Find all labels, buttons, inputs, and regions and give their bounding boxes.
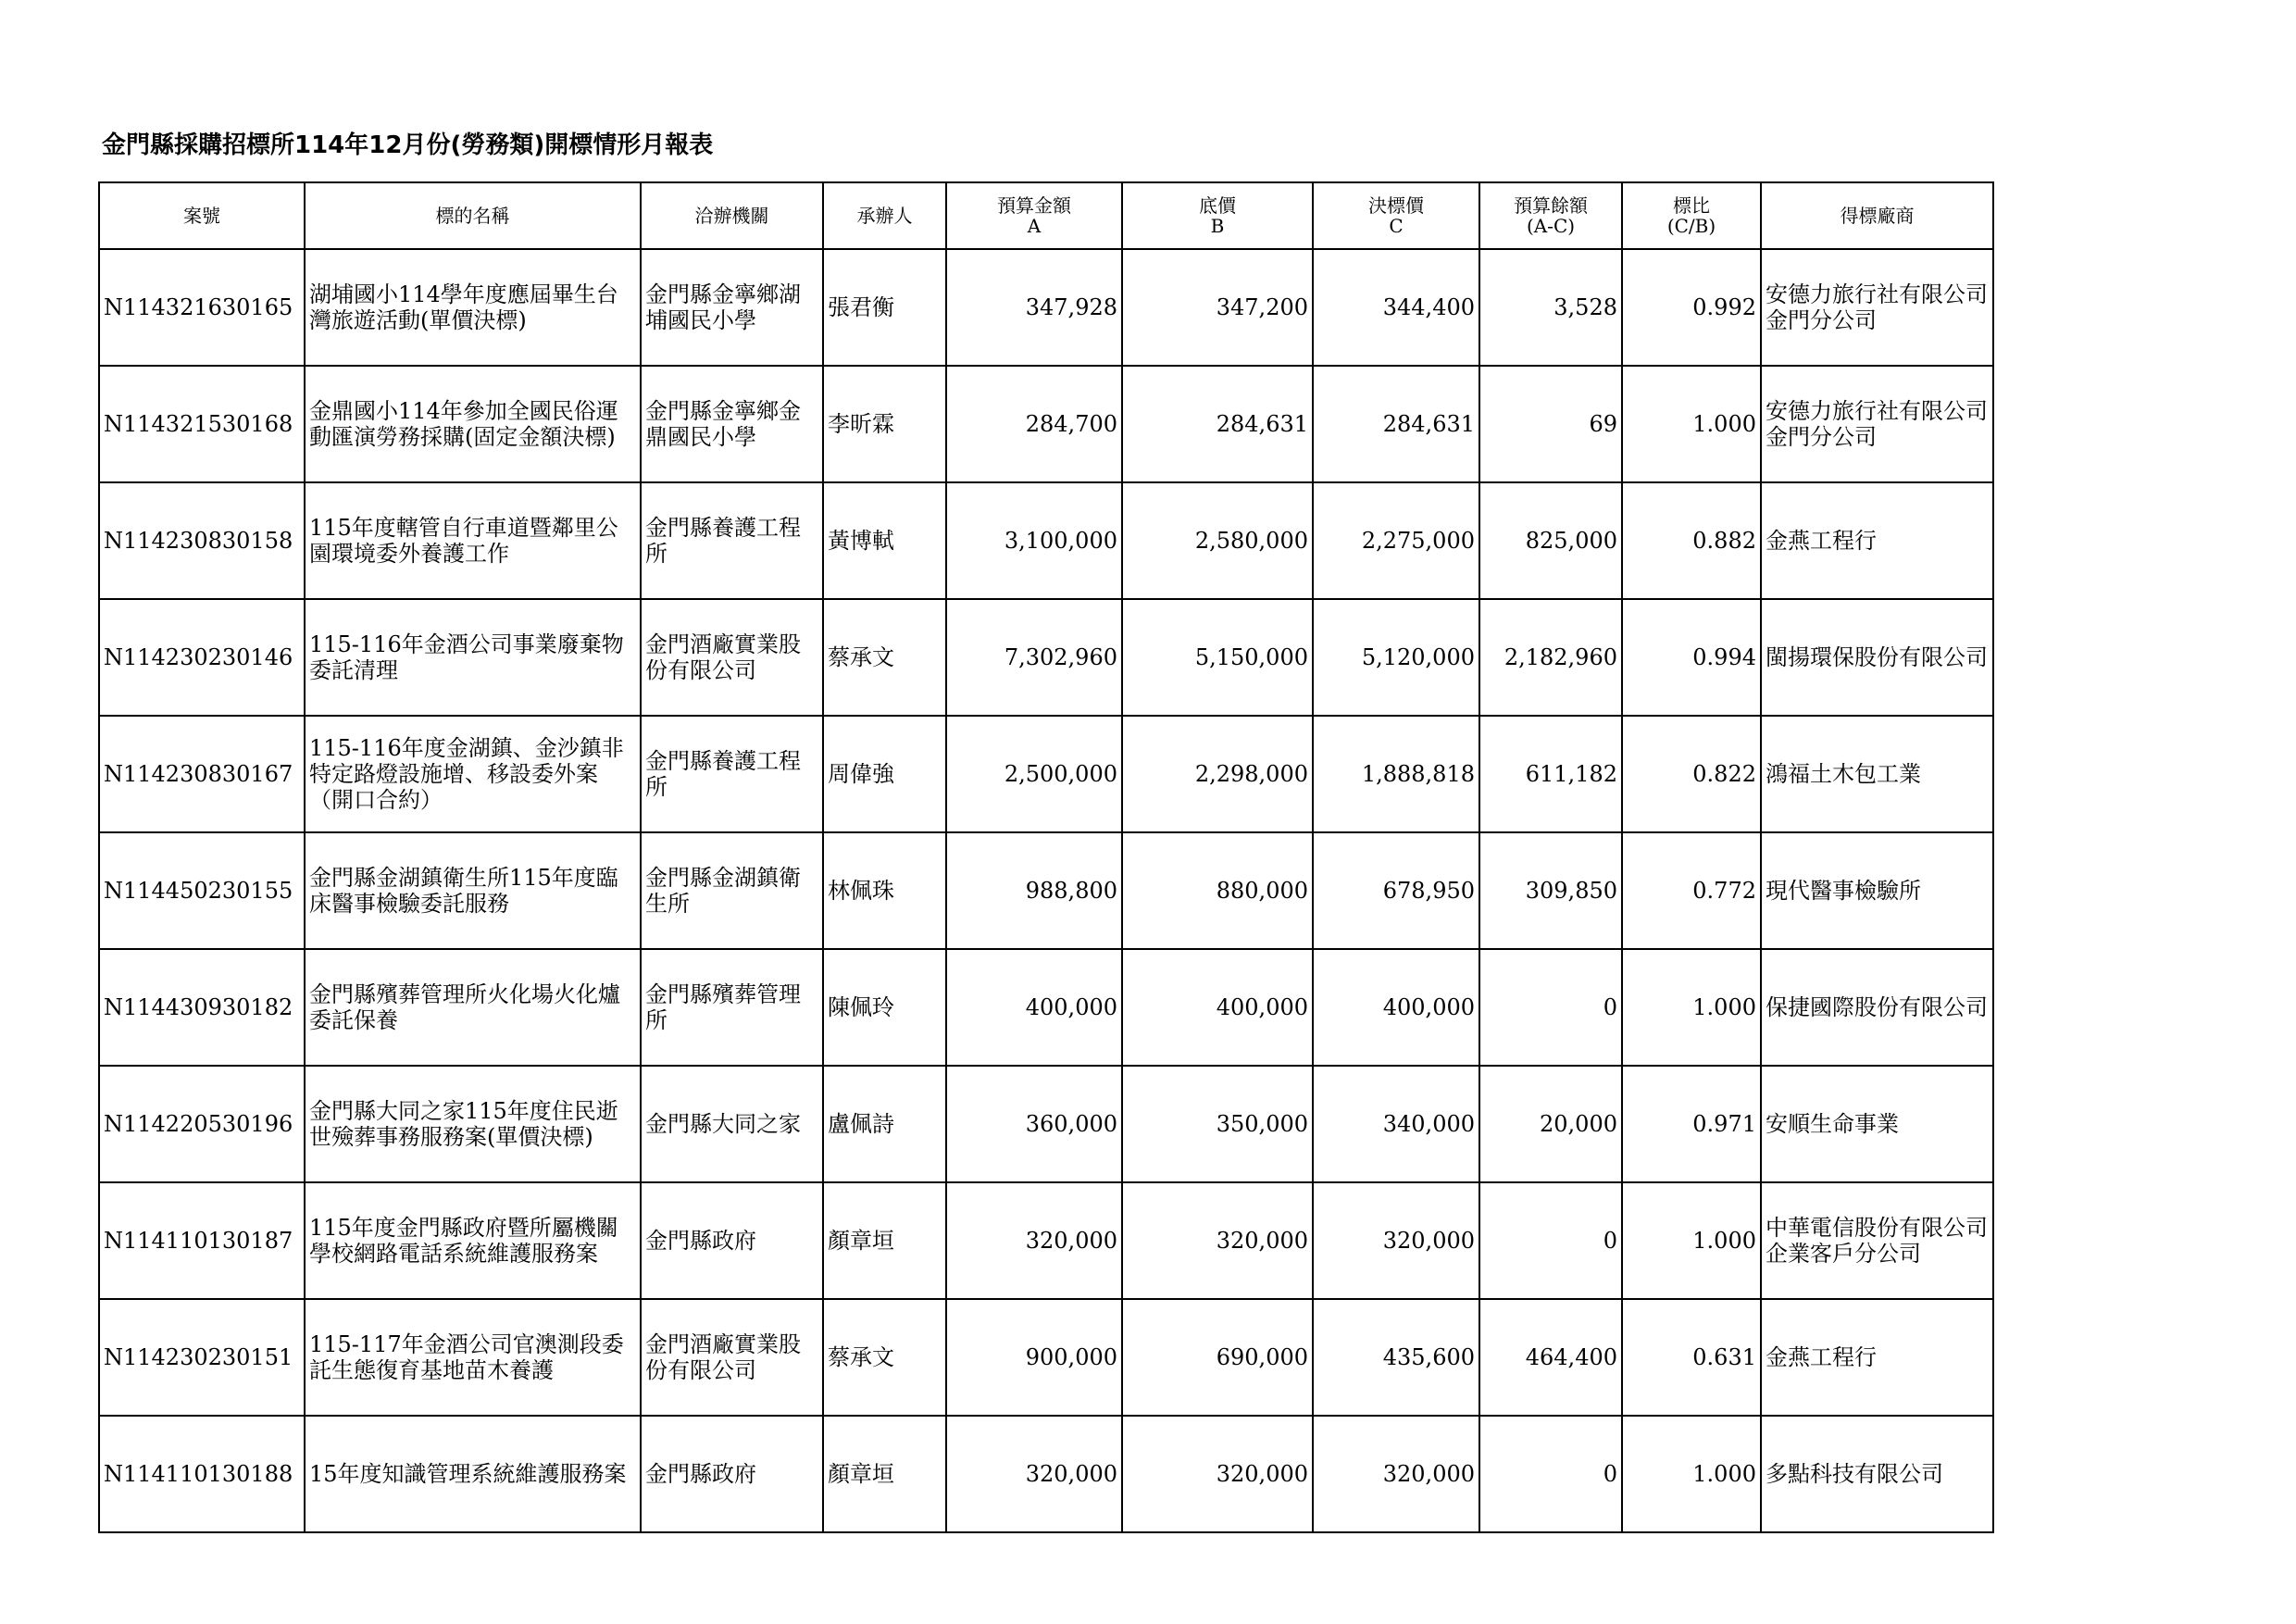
- ratio-cell: 0.992: [1622, 249, 1761, 366]
- budget-cell: 347,928: [946, 249, 1122, 366]
- base-price-cell: 690,000: [1122, 1299, 1313, 1416]
- ratio-cell: 0.971: [1622, 1066, 1761, 1182]
- subject-cell: 金門縣殯葬管理所火化場火化爐委託保養: [305, 949, 641, 1066]
- vendor-cell: 安順生命事業: [1761, 1066, 1993, 1182]
- vendor-cell: 保捷國際股份有限公司: [1761, 949, 1993, 1066]
- agency-cell: 金門縣養護工程所: [641, 482, 823, 599]
- ratio-cell: 0.631: [1622, 1299, 1761, 1416]
- case-number-cell: N114110130188: [99, 1416, 305, 1532]
- subject-cell: 15年度知識管理系統維護服務案: [305, 1416, 641, 1532]
- handler-cell: 顏章垣: [823, 1416, 946, 1532]
- vendor-cell: 金燕工程行: [1761, 482, 1993, 599]
- budget-cell: 2,500,000: [946, 716, 1122, 832]
- base-price-cell: 284,631: [1122, 366, 1313, 482]
- budget-cell: 400,000: [946, 949, 1122, 1066]
- subject-cell: 115年度金門縣政府暨所屬機關學校網路電話系統維護服務案: [305, 1182, 641, 1299]
- ratio-cell: 0.882: [1622, 482, 1761, 599]
- agency-cell: 金門縣政府: [641, 1182, 823, 1299]
- handler-cell: 蔡承文: [823, 1299, 946, 1416]
- table-row: [99, 1416, 1993, 1532]
- base-price-cell: 2,580,000: [1122, 482, 1313, 599]
- header-award-price: 決標價 C: [1313, 182, 1479, 249]
- award-price-cell: 344,400: [1313, 249, 1479, 366]
- remaining-budget-cell: 3,528: [1479, 249, 1622, 366]
- award-price-cell: 284,631: [1313, 366, 1479, 482]
- remaining-budget-cell: 69: [1479, 366, 1622, 482]
- agency-cell: 金門縣養護工程所: [641, 716, 823, 832]
- remaining-budget-cell: 825,000: [1479, 482, 1622, 599]
- remaining-budget-cell: 464,400: [1479, 1299, 1622, 1416]
- remaining-budget-cell: 0: [1479, 949, 1622, 1066]
- base-price-cell: 880,000: [1122, 832, 1313, 949]
- remaining-budget-cell: 611,182: [1479, 716, 1622, 832]
- award-price-cell: 320,000: [1313, 1182, 1479, 1299]
- vendor-cell: 閩揚環保股份有限公司: [1761, 599, 1993, 716]
- ratio-cell: 1.000: [1622, 366, 1761, 482]
- budget-cell: 988,800: [946, 832, 1122, 949]
- vendor-cell: 金燕工程行: [1761, 1299, 1993, 1416]
- award-price-cell: 340,000: [1313, 1066, 1479, 1182]
- case-number-cell: N114430930182: [99, 949, 305, 1066]
- table-row: [99, 832, 1993, 949]
- header-handler: 承辦人: [823, 182, 946, 249]
- base-price-cell: 2,298,000: [1122, 716, 1313, 832]
- agency-cell: 金門縣金寧鄉金鼎國民小學: [641, 366, 823, 482]
- table-header-row: [99, 182, 1993, 249]
- table-row: [99, 599, 1993, 716]
- ratio-cell: 0.772: [1622, 832, 1761, 949]
- agency-cell: 金門酒廠實業股份有限公司: [641, 599, 823, 716]
- budget-cell: 900,000: [946, 1299, 1122, 1416]
- remaining-budget-cell: 20,000: [1479, 1066, 1622, 1182]
- remaining-budget-cell: 0: [1479, 1416, 1622, 1532]
- report-title: 金門縣採購招標所114年12月份(勞務類)開標情形月報表: [102, 131, 714, 159]
- budget-cell: 320,000: [946, 1182, 1122, 1299]
- table-row: [99, 366, 1993, 482]
- award-price-cell: 1,888,818: [1313, 716, 1479, 832]
- award-price-cell: 2,275,000: [1313, 482, 1479, 599]
- ratio-cell: 0.822: [1622, 716, 1761, 832]
- vendor-cell: 現代醫事檢驗所: [1761, 832, 1993, 949]
- case-number-cell: N114230230146: [99, 599, 305, 716]
- vendor-cell: 多點科技有限公司: [1761, 1416, 1993, 1532]
- agency-cell: 金門縣大同之家: [641, 1066, 823, 1182]
- table-row: [99, 1299, 1993, 1416]
- base-price-cell: 400,000: [1122, 949, 1313, 1066]
- table-row: [99, 1066, 1993, 1182]
- agency-cell: 金門酒廠實業股份有限公司: [641, 1299, 823, 1416]
- subject-cell: 115-116年金酒公司事業廢棄物委託清理: [305, 599, 641, 716]
- vendor-cell: 鴻福土木包工業: [1761, 716, 1993, 832]
- budget-cell: 360,000: [946, 1066, 1122, 1182]
- handler-cell: 周偉強: [823, 716, 946, 832]
- subject-cell: 金鼎國小114年參加全國民俗運動匯演勞務採購(固定金額決標): [305, 366, 641, 482]
- table-row: [99, 949, 1993, 1066]
- subject-cell: 金門縣大同之家115年度住民逝世殮葬事務服務案(單價決標): [305, 1066, 641, 1182]
- award-price-cell: 435,600: [1313, 1299, 1479, 1416]
- table-row: [99, 482, 1993, 599]
- base-price-cell: 320,000: [1122, 1182, 1313, 1299]
- agency-cell: 金門縣政府: [641, 1416, 823, 1532]
- agency-cell: 金門縣殯葬管理所: [641, 949, 823, 1066]
- case-number-cell: N114321530168: [99, 366, 305, 482]
- base-price-cell: 350,000: [1122, 1066, 1313, 1182]
- header-ratio: 標比 (C/B): [1622, 182, 1761, 249]
- subject-cell: 115年度轄管自行車道暨鄰里公園環境委外養護工作: [305, 482, 641, 599]
- table-body: [99, 249, 1993, 1532]
- handler-cell: 李昕霖: [823, 366, 946, 482]
- subject-cell: 115-116年度金湖鎮、金沙鎮非特定路燈設施增、移設委外案（開口合約）: [305, 716, 641, 832]
- base-price-cell: 347,200: [1122, 249, 1313, 366]
- header-base-price: 底價 B: [1122, 182, 1313, 249]
- handler-cell: 張君衡: [823, 249, 946, 366]
- award-price-cell: 320,000: [1313, 1416, 1479, 1532]
- agency-cell: 金門縣金寧鄉湖埔國民小學: [641, 249, 823, 366]
- award-price-cell: 400,000: [1313, 949, 1479, 1066]
- budget-cell: 320,000: [946, 1416, 1122, 1532]
- budget-cell: 284,700: [946, 366, 1122, 482]
- header-vendor: 得標廠商: [1761, 182, 1993, 249]
- case-number-cell: N114321630165: [99, 249, 305, 366]
- handler-cell: 蔡承文: [823, 599, 946, 716]
- header-subject: 標的名稱: [305, 182, 641, 249]
- header-agency: 洽辦機關: [641, 182, 823, 249]
- tender-report-table: [98, 181, 1994, 1533]
- table-row: [99, 716, 1993, 832]
- case-number-cell: N114230830167: [99, 716, 305, 832]
- handler-cell: 陳佩玲: [823, 949, 946, 1066]
- base-price-cell: 320,000: [1122, 1416, 1313, 1532]
- subject-cell: 金門縣金湖鎮衛生所115年度臨床醫事檢驗委託服務: [305, 832, 641, 949]
- award-price-cell: 678,950: [1313, 832, 1479, 949]
- budget-cell: 7,302,960: [946, 599, 1122, 716]
- agency-cell: 金門縣金湖鎮衛生所: [641, 832, 823, 949]
- case-number-cell: N114450230155: [99, 832, 305, 949]
- vendor-cell: 中華電信股份有限公司企業客戶分公司: [1761, 1182, 1993, 1299]
- subject-cell: 湖埔國小114學年度應屆畢生台灣旅遊活動(單價決標): [305, 249, 641, 366]
- handler-cell: 顏章垣: [823, 1182, 946, 1299]
- table-row: [99, 1182, 1993, 1299]
- vendor-cell: 安德力旅行社有限公司金門分公司: [1761, 249, 1993, 366]
- table-row: [99, 249, 1993, 366]
- remaining-budget-cell: 2,182,960: [1479, 599, 1622, 716]
- base-price-cell: 5,150,000: [1122, 599, 1313, 716]
- handler-cell: 黃博軾: [823, 482, 946, 599]
- subject-cell: 115-117年金酒公司官澳測段委託生態復育基地苗木養護: [305, 1299, 641, 1416]
- header-case-no: 案號: [99, 182, 305, 249]
- handler-cell: 盧佩詩: [823, 1066, 946, 1182]
- ratio-cell: 0.994: [1622, 599, 1761, 716]
- case-number-cell: N114230230151: [99, 1299, 305, 1416]
- header-remaining: 預算餘額 (A-C): [1479, 182, 1622, 249]
- handler-cell: 林佩珠: [823, 832, 946, 949]
- vendor-cell: 安德力旅行社有限公司金門分公司: [1761, 366, 1993, 482]
- remaining-budget-cell: 0: [1479, 1182, 1622, 1299]
- budget-cell: 3,100,000: [946, 482, 1122, 599]
- award-price-cell: 5,120,000: [1313, 599, 1479, 716]
- case-number-cell: N114230830158: [99, 482, 305, 599]
- ratio-cell: 1.000: [1622, 949, 1761, 1066]
- header-budget: 預算金額 A: [946, 182, 1122, 249]
- case-number-cell: N114110130187: [99, 1182, 305, 1299]
- case-number-cell: N114220530196: [99, 1066, 305, 1182]
- ratio-cell: 1.000: [1622, 1416, 1761, 1532]
- ratio-cell: 1.000: [1622, 1182, 1761, 1299]
- remaining-budget-cell: 309,850: [1479, 832, 1622, 949]
